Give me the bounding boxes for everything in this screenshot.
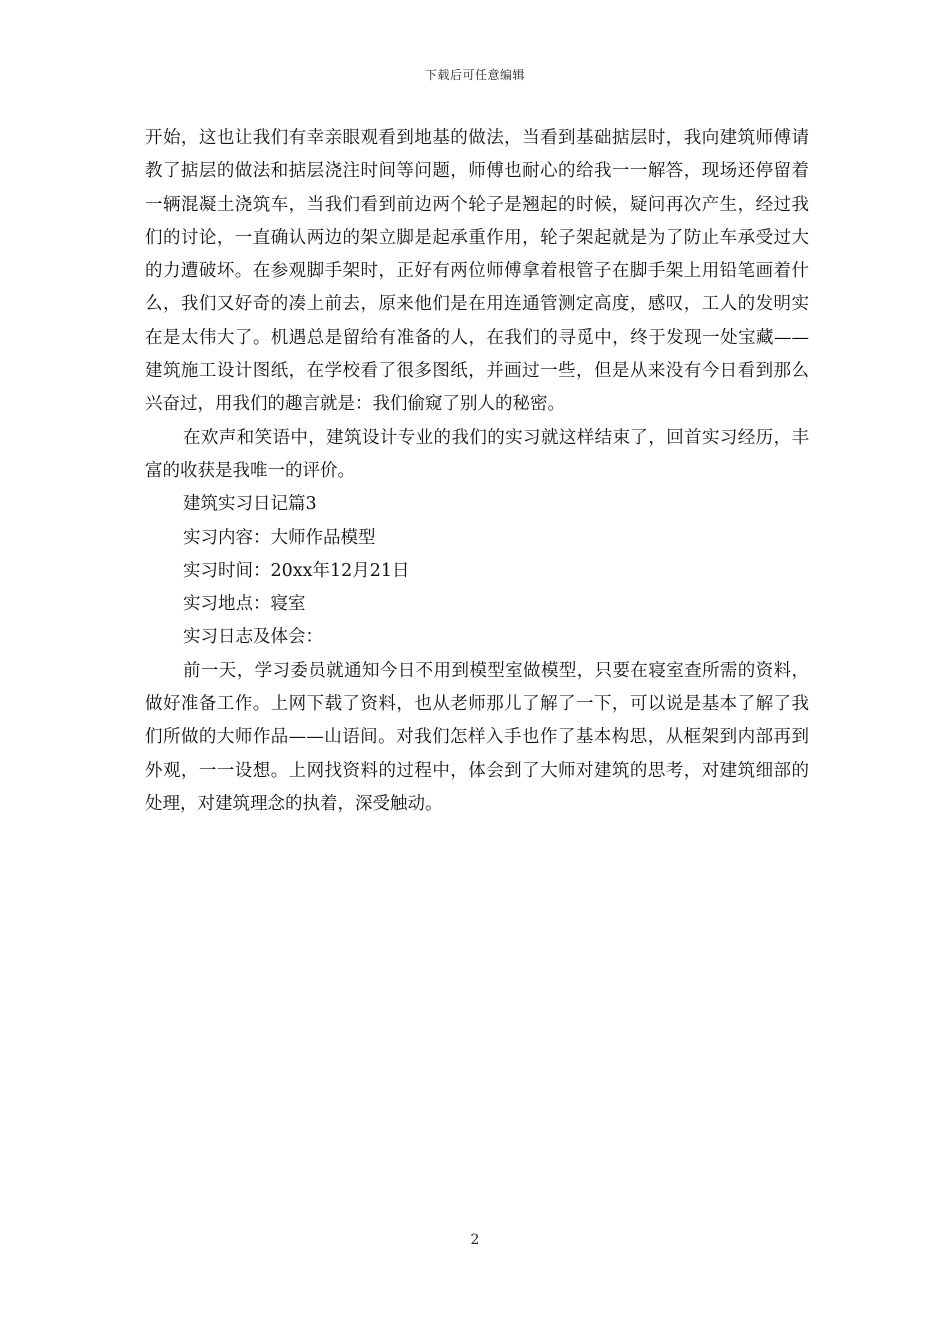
page-header: 下载后可任意编辑: [424, 68, 525, 82]
paragraph-journal: 前一天，学习委员就通知今日不用到模型室做模型，只要在寝室查所需的资料，做好准备工作。上网下载了资料，也从老师那儿了解了一下，可以说是基本了解了我们所做的大师作品——山语间。对我们怎样入手也作了基本构思，从框架到内部再到外观，一一设想。上网找资料的过程中，体会到了大师对建筑的思考，对建筑细部的处理，对建筑理念的执着，深受触动。: [145, 660, 809, 814]
page-number: 2: [470, 1232, 480, 1248]
journal-heading: 实习日志及体会：: [183, 627, 323, 648]
internship-date: 实习时间：20xx年12月21日: [183, 560, 410, 581]
paragraph-conclusion: 在欢声和笑语中，建筑设计专业的我们的实习就这样结束了，回首实习经历，丰富的收获是我唯一的评价。: [145, 427, 809, 481]
paragraph-continuation: 开始，这也让我们有幸亲眼观看到地基的做法，当看到基础掂层时，我向建筑师傅请教了掂层的做法和掂层浇注时间等问题，师傅也耐心的给我一一解答，现场还停留着一辆混凝土浇筑车，当我们看到前边两个轮子是翘起的时候，疑问再次产生，经过我们的讨论，一直确认两边的架立脚是起承重作用，轮子架起就是为了防止车承受过大的力遭破坏。在参观脚手架时，正好有两位师傅拿着根管子在脚手架上用铅笔画着什么，我们又好奇的凑上前去，原来他们是在用连通管测定高度，感叹，工人的发明实在是太伟大了。机遇总是留给有准备的人，在我们的寻觅中，终于发现一处宝藏——建筑施工设计图纸，在学校看了很多图纸，并画过一些，但是从来没有今日看到那么兴奋过，用我们的趣言就是：我们偷窥了别人的秘密。: [145, 128, 809, 415]
document-body: [145, 122, 809, 821]
internship-content: 实习内容：大师作品模型: [183, 527, 376, 548]
internship-location: 实习地点：寝室: [183, 594, 306, 615]
section-title: 建筑实习日记篇3: [183, 494, 317, 515]
